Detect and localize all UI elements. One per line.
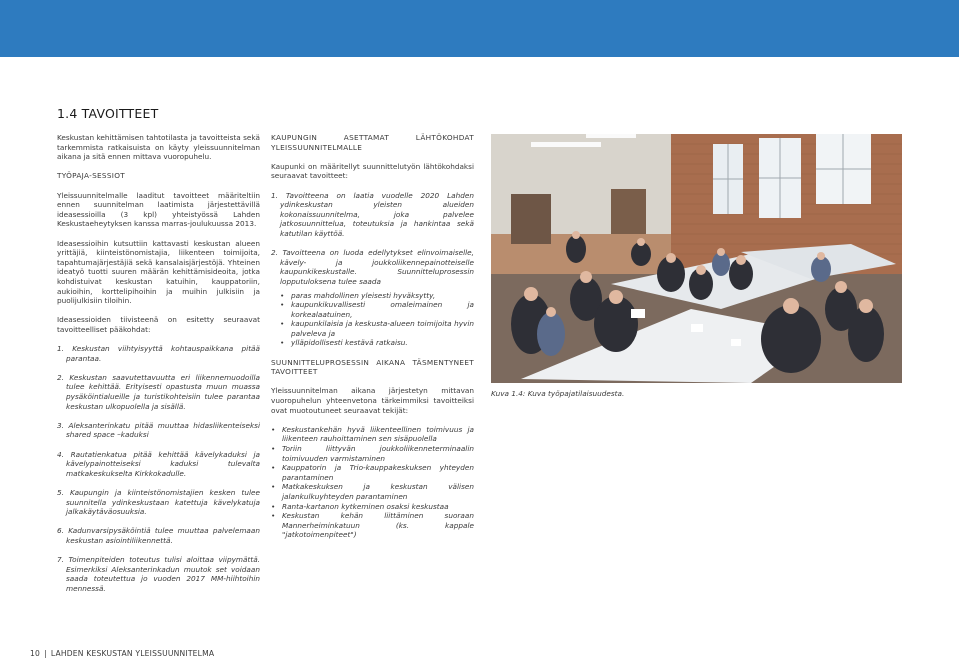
page-number: 10 [30, 649, 41, 658]
summary-paragraph: Ideasessioiden tiivisteenä on esitetty seuraavat tavoitteelliset pääkohdat: [57, 315, 260, 334]
city-goals-paragraph: Kaupunki on määritellyt suunnittelutyön lähtökohdaksi seuraavat tavoitteet: [271, 161, 474, 181]
bullet-item: • Matkakeskuksen ja keskustan välisen jalankulkuyhteyden parantaminen [271, 482, 474, 501]
intro-paragraph: Keskustan kehittämisen tahtotilasta ja tavoitteista sekä tarkemmista ratkaisuista on käyty yleissuunnitelman aikana ja sitä ennen mittava vuoropuhelu. [57, 133, 260, 162]
bullet-item: • kaupunkikuvallisesti omaleimainen ja korkealaatuinen, [280, 300, 474, 319]
process-goals-heading: SUUNNITTELUPROSESSIN AIKANA TÄSMENTYNEET TAVOITTEET [271, 357, 474, 377]
top-color-bar [0, 0, 959, 57]
goal-item: 6. Kadunvarsipysäköintiä tulee muuttaa palvelemaan keskustan asiointiliikennettä. [57, 526, 260, 545]
photo-caption: Kuva 1.4: Kuva työpajatilaisuudesta. [491, 389, 625, 398]
process-goals-paragraph: Yleissuunnitelman aikana järjestetyn mittavan vuoropuhelun yhteenvetona tärkeimmiksi tavoitteiksi ovat muotoutuneet seuraavat tekijät: [271, 386, 474, 415]
document-title: LAHDEN KESKUSTAN YLEISSUUNNITELMA [50, 649, 215, 658]
bullet-item: • Ranta-kartanon kytkeminen osaksi keskustaa [271, 502, 474, 512]
goal-item: 3. Aleksanterinkatu pitää muuttaa hidasliikenteiseksi shared space –kaduksi [57, 420, 260, 440]
bullet-item: • ylläpidollisesti kestävä ratkaisu. [280, 338, 474, 348]
process-goal-bullets [271, 425, 474, 540]
bullet-item: • Keskustan kehän liittäminen suoraan Mannerheiminkatuun (ks. kappale "jatkotoimenpiteet") [271, 511, 474, 540]
city-goals-list [271, 191, 474, 287]
city-goals-heading: KAUPUNGIN ASETTAMAT LÄHTÖKOHDAT YLEISSUUNNITELMALLE [271, 133, 474, 152]
footer-separator: | [44, 649, 47, 658]
goal-item: 5. Kaupungin ja kiinteistönomistajien kesken tulee suunnitella ydinkeskustaan katettuja kävelykatuja jalkakäytäväosuuksia. [57, 487, 260, 517]
bullet-item: • Keskustankehän hyvä liikenteellinen toimivuus ja liikenteen rauhoittaminen sen sisäpuolella [271, 425, 474, 444]
workshop-paragraph: Yleissuunnitelmalle laaditut tavoitteet määriteltiin ennen suunnitelman laatimista järjestettävillä ideasessioilla (3 kpl) yhteistyössä Lahden Keskustaeheytyksen kanssa marras-joulukuussa 2013. [57, 190, 260, 229]
bullet-item: • Toriin liittyvän joukkoliikenneterminaalin toimivuuden varmistaminen [271, 444, 474, 463]
bullet-item: • kaupunkilaisia ja keskusta-alueen toimijoita hyvin palveleva ja [280, 319, 474, 338]
goal-item: 7. Toimenpiteiden toteutus tulisi aloittaa viipymättä. Esimerkiksi Aleksanterinkadun muutok set voidaan saada toteutettua jo vuoden 2017 MM-hiihtoihin mennessä. [57, 555, 260, 593]
goal-item: 2. Keskustan saavutettavuutta eri liikennemuodoilla tulee kehittää. Erityisesti opastusta muun muassa pysäköintialueille ja turistikohteisiin tulee parantaa keskustan ulkopuolella ja sisällä. [57, 372, 260, 411]
bullet-item: • Kauppatorin ja Trio-kauppakeskuksen yhteyden parantaminen [271, 463, 474, 482]
goal-item: 1. Keskustan viihtyisyyttä kohtauspaikkana pitää parantaa. [57, 344, 260, 363]
workshop-heading: TYÖPAJA-SESSIOT [57, 171, 126, 181]
workshop-photo [491, 134, 902, 383]
goals-list [57, 344, 260, 593]
goal-item: 4. Rautatienkatua pitää kehittää kävelykaduksi ja kävelypainotteiseksi kaduksi tulevalta matkakeskukselta Kirkkokadulle. [57, 449, 260, 478]
city-goal-item: 2. Tavoitteena on luoda edellytykset elinvoimaiselle, kävely- ja joukkoliikennepainotteiselle kaupunkikeskustalle. Suunnitteluprosessin lopputuloksena tulee saada [271, 248, 474, 286]
left-text-column [57, 133, 260, 603]
ideas-paragraph: Ideasessioihin kutsuttiin kattavasti keskustan alueen yrittäjiä, kiinteistönomistajia, liikenteen toimijoita, tapahtumajärjestäjiä sekä kansalaisjärjestöjä. Yhteinen ideatyö tuotti suuren määrän kehittämisideoita, jotka kohdistuivat keskustan katuihin, kauppatoriin, aukioihin, korttelipihoihin ja muihin julkisiin ja puolijulkisiin tiloihin. [57, 238, 260, 306]
city-goal-bullets [271, 291, 474, 349]
city-goal-item: 1. Tavoitteena on laatia vuodelle 2020 Lahden ydinkeskustan yleisten alueiden kokonaissuunnitelma, joka palvelee jatkosuunnittelua, toteutuksia ja hankintaa sekä katutilan käyttöä. [271, 190, 474, 238]
section-title: 1.4 TAVOITTEET [57, 106, 159, 121]
page-footer [30, 649, 214, 658]
middle-text-column [271, 133, 474, 550]
bullet-item: • paras mahdollinen yleisesti hyväksytty, [280, 291, 474, 301]
